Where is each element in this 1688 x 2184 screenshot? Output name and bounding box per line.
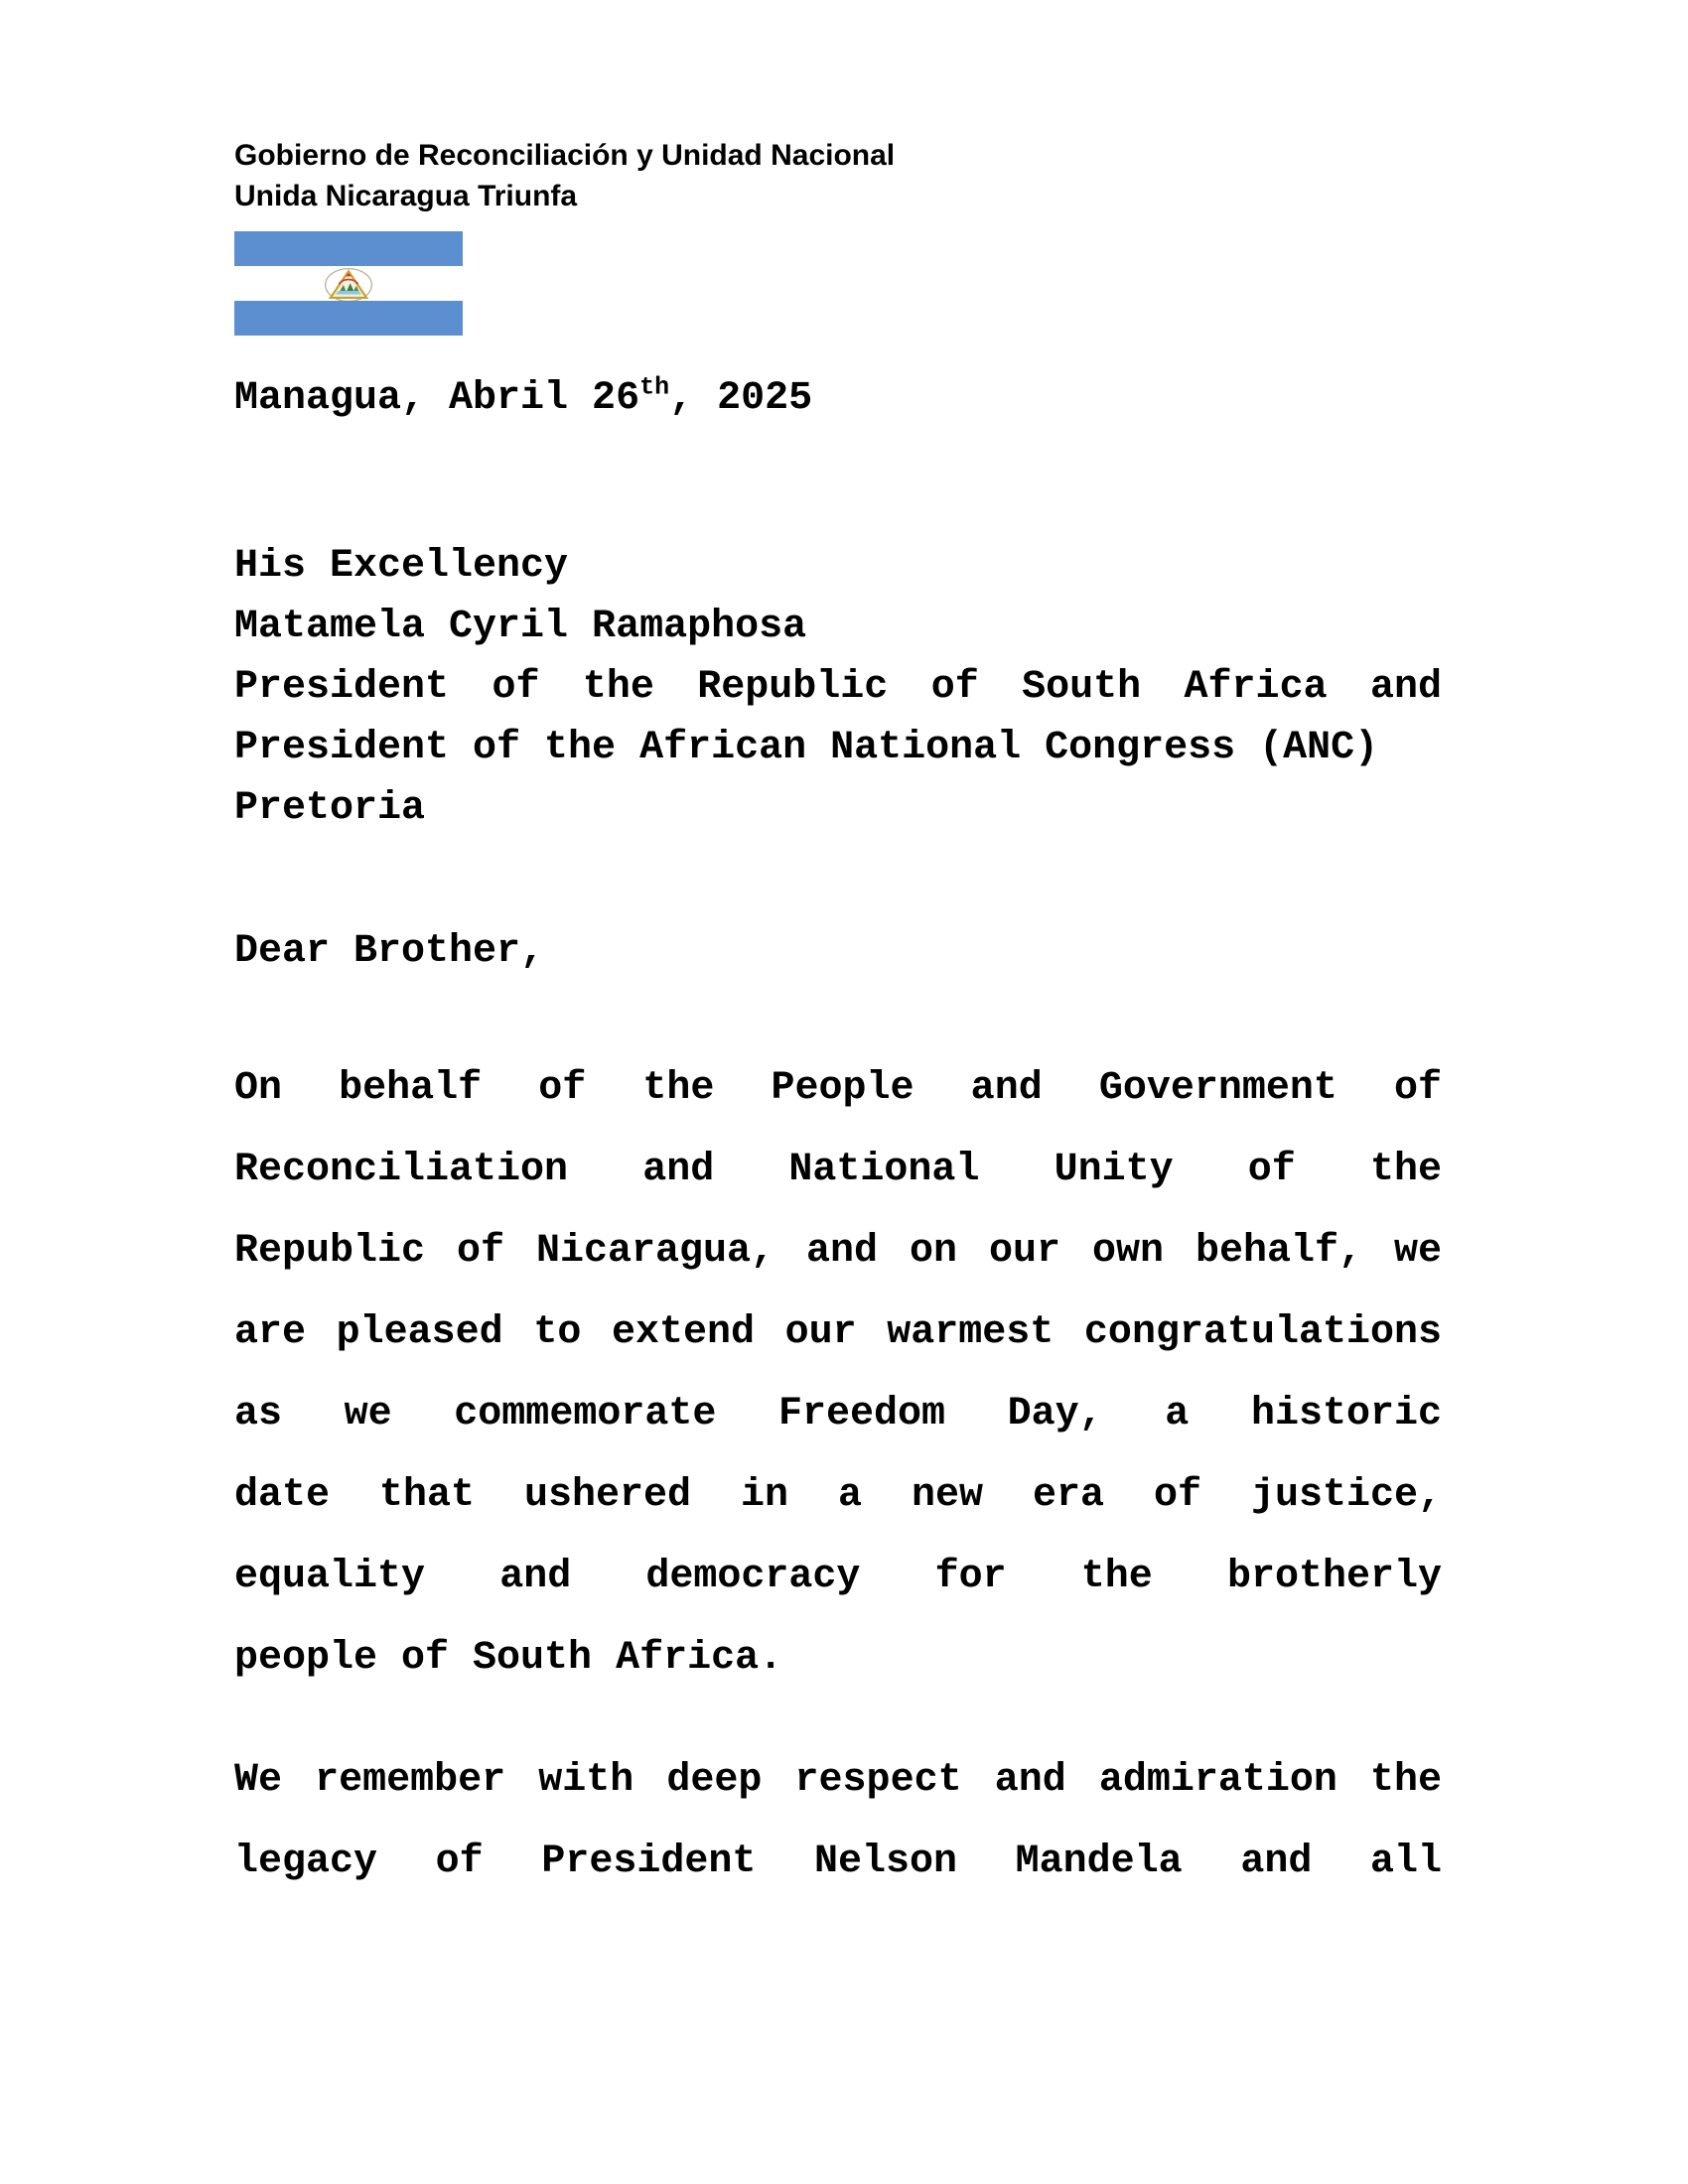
date-line — [234, 372, 1442, 422]
paragraph-1-line: On behalf of the People and Government of — [234, 1066, 1442, 1111]
paragraph-1-line: as we commemorate Freedom Day, a historic — [234, 1392, 1442, 1436]
recipient-block — [234, 536, 1442, 839]
letter-content — [234, 0, 1442, 1903]
paragraph-2-line: legacy of President Nelson Mandela and all — [234, 1840, 1442, 1884]
flag-stripe-bottom — [234, 301, 463, 336]
paragraph-2 — [234, 1740, 1442, 1903]
salutation: Dear Brother, — [234, 929, 545, 974]
recipient-city: Pretoria — [234, 786, 426, 831]
paragraph-1-line: Reconciliation and National Unity of the — [234, 1148, 1442, 1192]
paragraph-1-line: date that ushered in a new era of justice, — [234, 1473, 1442, 1518]
coat-of-arms-icon — [323, 266, 374, 304]
nicaragua-flag — [234, 231, 463, 336]
date-ordinal-suffix: th — [639, 372, 670, 402]
recipient-name: Matamela Cyril Ramaphosa — [234, 605, 807, 649]
letterhead-line-2: Unida Nicaragua Triunfa — [234, 180, 578, 212]
letterhead — [234, 135, 1442, 216]
paragraph-1-last-line: people of South Africa. — [234, 1636, 783, 1681]
paragraph-1-line: are pleased to extend our warmest congratulations — [234, 1310, 1442, 1355]
paragraph-2-line: We remember with deep respect and admiration the — [234, 1758, 1442, 1803]
recipient-title-line-2: President of the African National Congress (ANC) — [234, 726, 1379, 770]
letterhead-line-1: Gobierno de Reconciliación y Unidad Nacional — [234, 139, 896, 172]
paragraph-1-line: Republic of Nicaragua, and on our own behalf, we — [234, 1229, 1442, 1274]
flag-stripe-middle — [234, 266, 463, 301]
paragraph-1-line: equality and democracy for the brotherly — [234, 1555, 1442, 1599]
flag-stripe-top — [234, 231, 463, 266]
date-suffix: , 2025 — [669, 376, 813, 421]
recipient-honorific: His Excellency — [234, 544, 569, 589]
date-prefix: Managua, Abril 26 — [234, 376, 640, 421]
paragraph-1 — [234, 1048, 1442, 1700]
recipient-title-line-1: President of the Republic of South Africa and — [234, 665, 1442, 710]
